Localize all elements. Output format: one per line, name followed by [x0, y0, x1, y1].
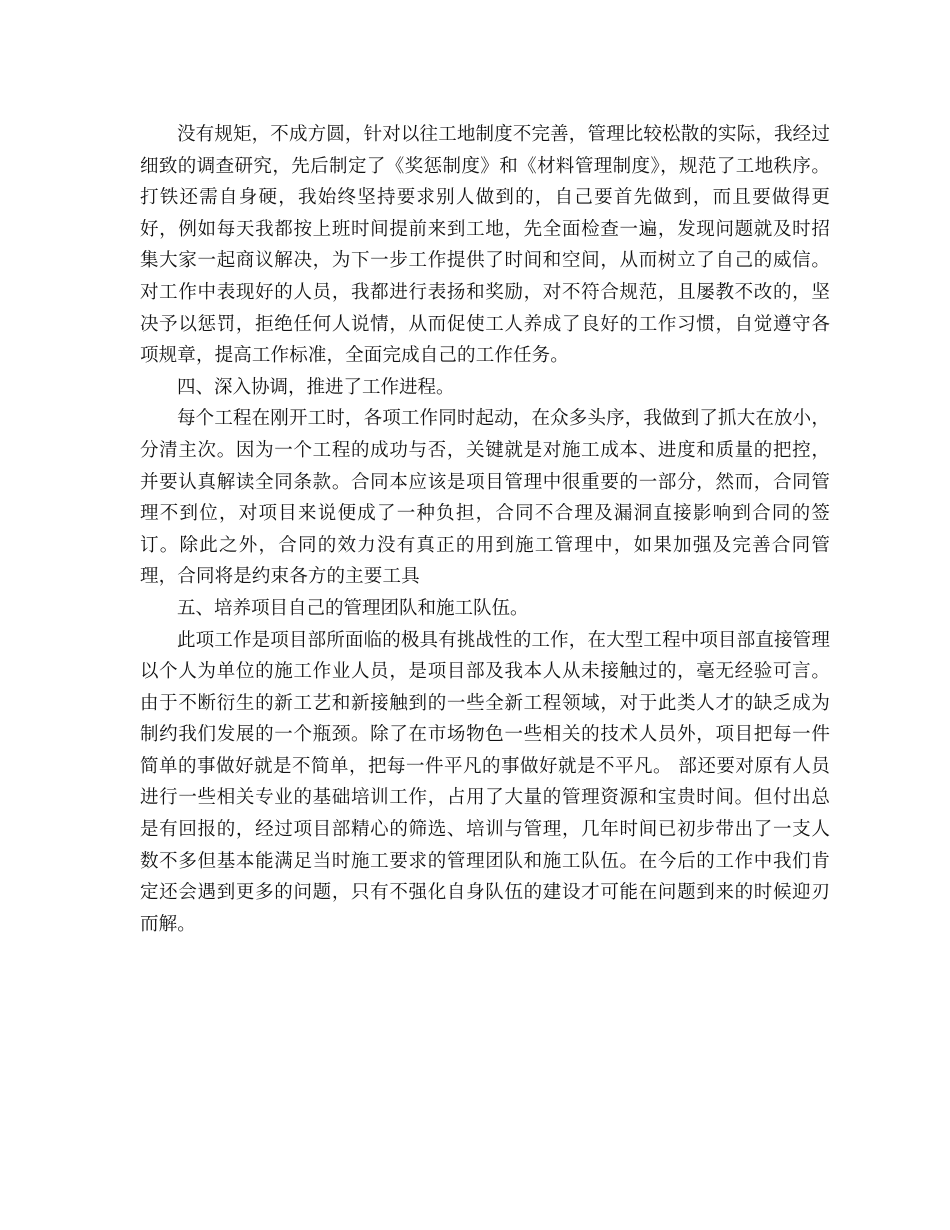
paragraph-team-training: 此项工作是项目部所面临的极具有挑战性的工作，在大型工程中项目部直接管理以个人为单位的施工作业人员，是项目部及我本人从未接触过的，毫无经验可言。由于不断衍生的新工艺和新接触到的一些全新工程领域，对于此类人才的缺乏成为制约我们发展的一个瓶颈。除了在市场物色一些相关的技术人员外，项目把每一件简单的事做好就是不简单，把每一件平凡的事做好就是不平凡。 部还要对原有人员进行一些相关专业的基础培训工作，占用了大量的管理资源和宝贵时间。但付出总是有回报的，经过项目部精心的筛选、培训与管理，几年时间已初步带出了一支人数不多但基本能满足当时施工要求的管理团队和施工队伍。在今后的工作中我们肯定还会遇到更多的问题，只有不强化自身队伍的建设才可能在问题到来的时候迎刃而解。	[140, 629, 830, 935]
section-heading-team-building: 五、培养项目自己的管理团队和施工队伍。	[177, 597, 529, 619]
document-body	[140, 119, 830, 940]
paragraph-contract-management: 每个工程在刚开工时，各项工作同时起动，在众多头序，我做到了抓大在放小，分清主次。因为一个工程的成功与否，关键就是对施工成本、进度和质量的把控，并要认真解读全同条款。合同本应该是项目管理中很重要的一部分，然而，合同管理不到位，对项目来说便成了一种负担，合同不合理及漏洞直接影响到合同的签订。除此之外，合同的效力没有真正的用到施工管理中，如果加强及完善合同管理，合同将是约束各方的主要工具	[140, 408, 830, 588]
section-heading-coordination: 四、深入协调，推进了工作进程。	[177, 376, 455, 398]
paragraph-rules-and-discipline: 没有规矩，不成方圆，针对以往工地制度不完善，管理比较松散的实际，我经过细致的调查研究，先后制定了《奖惩制度》和《材料管理制度》，规范了工地秩序。打铁还需自身硬，我始终坚持要求别人做到的，自己要首先做到，而且要做得更好，例如每天我都按上班时间提前来到工地，先全面检查一遍，发现问题就及时招集大家一起商议解决，为下一步工作提供了时间和空间，从而树立了自己的威信。对工作中表现好的人员，我都进行表扬和奖励，对不符合规范，且屡教不改的，坚决予以惩罚，拒绝任何人说情，从而促使工人养成了良好的工作习惯，自觉遵守各项规章，提高工作标准，全面完成自己的工作任务。	[140, 124, 830, 367]
